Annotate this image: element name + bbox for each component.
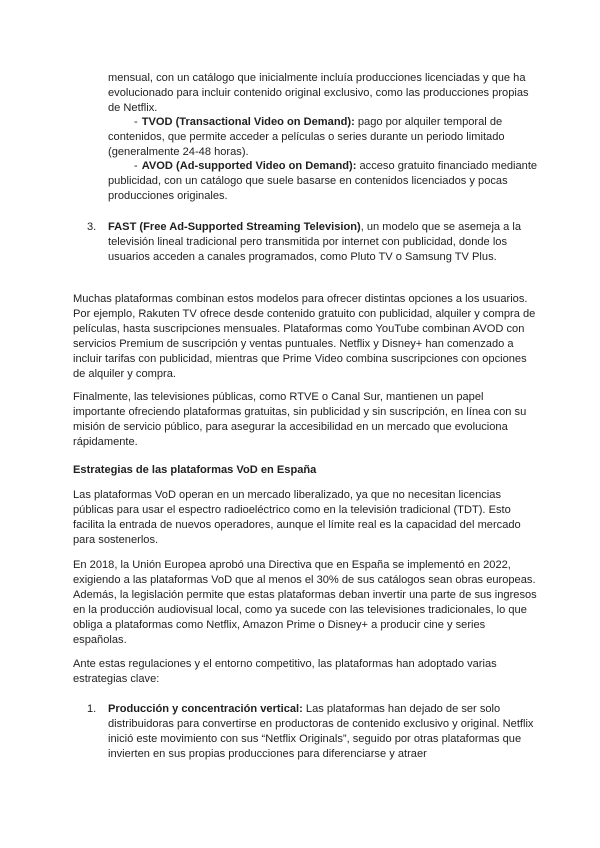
strategy-list-item-1 xyxy=(87,702,539,762)
section-heading: Estrategias de las plataformas VoD en España xyxy=(73,464,317,476)
strategy1-term: Producción y concentración vertical: xyxy=(108,703,303,715)
avod-item xyxy=(108,159,538,204)
strategy1-number: 1. xyxy=(87,703,97,715)
strategy1-text: Las plataformas han dejado de ser solo distribuidoras para convertirse en productoras de contenido exclusivo y original. Netflix inició este movimiento con sus “Netflix Originals”, seguido por otras plataformas que invierten en sus propias producciones para diferenciarse y atraer xyxy=(108,703,534,760)
paragraph-eu-directive: En 2018, la Unión Europea aprobó una Directiva que en España se implementó en 2022, exigiendo a las plataformas VoD que al menos el 30% de sus catálogos sean obras europeas. Además, la legislación permite que estas plataformas deban invertir una parte de sus ingresos en la producción audiovisual local, como ya sucede con las televisiones tradicionales, lo que obliga a plataformas como Netflix, Amazon Prime o Disney+ a producir cine y series españolas. xyxy=(73,559,537,646)
tvod-term: TVOD (Transactional Video on Demand): xyxy=(141,116,355,128)
avod-text: acceso gratuito financiado mediante publicidad, con un catálogo que suele basarse en contenidos licenciados y pocas producciones originales. xyxy=(108,160,538,202)
paragraph-public-tv: Finalmente, las televisiones públicas, como RTVE o Canal Sur, mantienen un papel importante ofreciendo plataformas gratuitas, sin publicidad y sin suscripción, en línea con su misión de servicio público, para asegurar la accesibilidad en un mercado que evoluciona rápidamente. xyxy=(73,391,527,448)
fast-text: , un modelo que se asemeja a la televisión lineal tradicional pero transmitida por internet con publicidad, donde los usuarios acceden a canales programados, como Pluto TV o Samsung TV Plus. xyxy=(108,221,522,263)
avod-dash: - xyxy=(134,160,138,172)
svod-continuation: mensual, con un catálogo que inicialmente incluía producciones licenciadas y que ha evolucionado para incluir contenido original exclusivo, como las producciones propias de Netflix. xyxy=(108,72,529,114)
fast-number: 3. xyxy=(87,221,97,233)
avod-term: AVOD (Ad-supported Video on Demand): xyxy=(141,160,357,172)
paragraph-liberalized-market: Las plataformas VoD operan en un mercado liberalizado, ya que no necesitan licencias públicas para usar el espectro radioeléctrico como en la televisión tradicional (TDT). Esto facilita la entrada de nuevos operadores, aunque el límite real es la capacidad del mercado para sostenerlos. xyxy=(73,489,521,546)
tvod-dash: - xyxy=(134,116,138,128)
tvod-item xyxy=(108,115,538,160)
fast-list-item xyxy=(87,220,539,265)
fast-term: FAST (Free Ad-Supported Streaming Television) xyxy=(108,221,361,233)
tvod-text: pago por alquiler temporal de contenidos, que permite acceder a películas o series durante un periodo limitado (generalmente 24-48 horas). xyxy=(108,116,505,158)
paragraph-strategies-intro: Ante estas regulaciones y el entorno competitivo, las plataformas han adoptado varias estrategias clave: xyxy=(73,658,497,685)
paragraph-combined-models: Muchas plataformas combinan estos modelos para ofrecer distintas opciones a los usuarios. Por ejemplo, Rakuten TV ofrece desde contenido gratuito con publicidad, alquiler y compra de películas, hasta suscripciones mensuales. Plataformas como YouTube combinan AVOD con servicios Premium de suscripción y ventas puntuales. Netflix y Disney+ han comenzado a incluir tarifas con publicidad, mientras que Prime Video combina suscripciones con opciones de alquiler y compra. xyxy=(73,293,536,380)
